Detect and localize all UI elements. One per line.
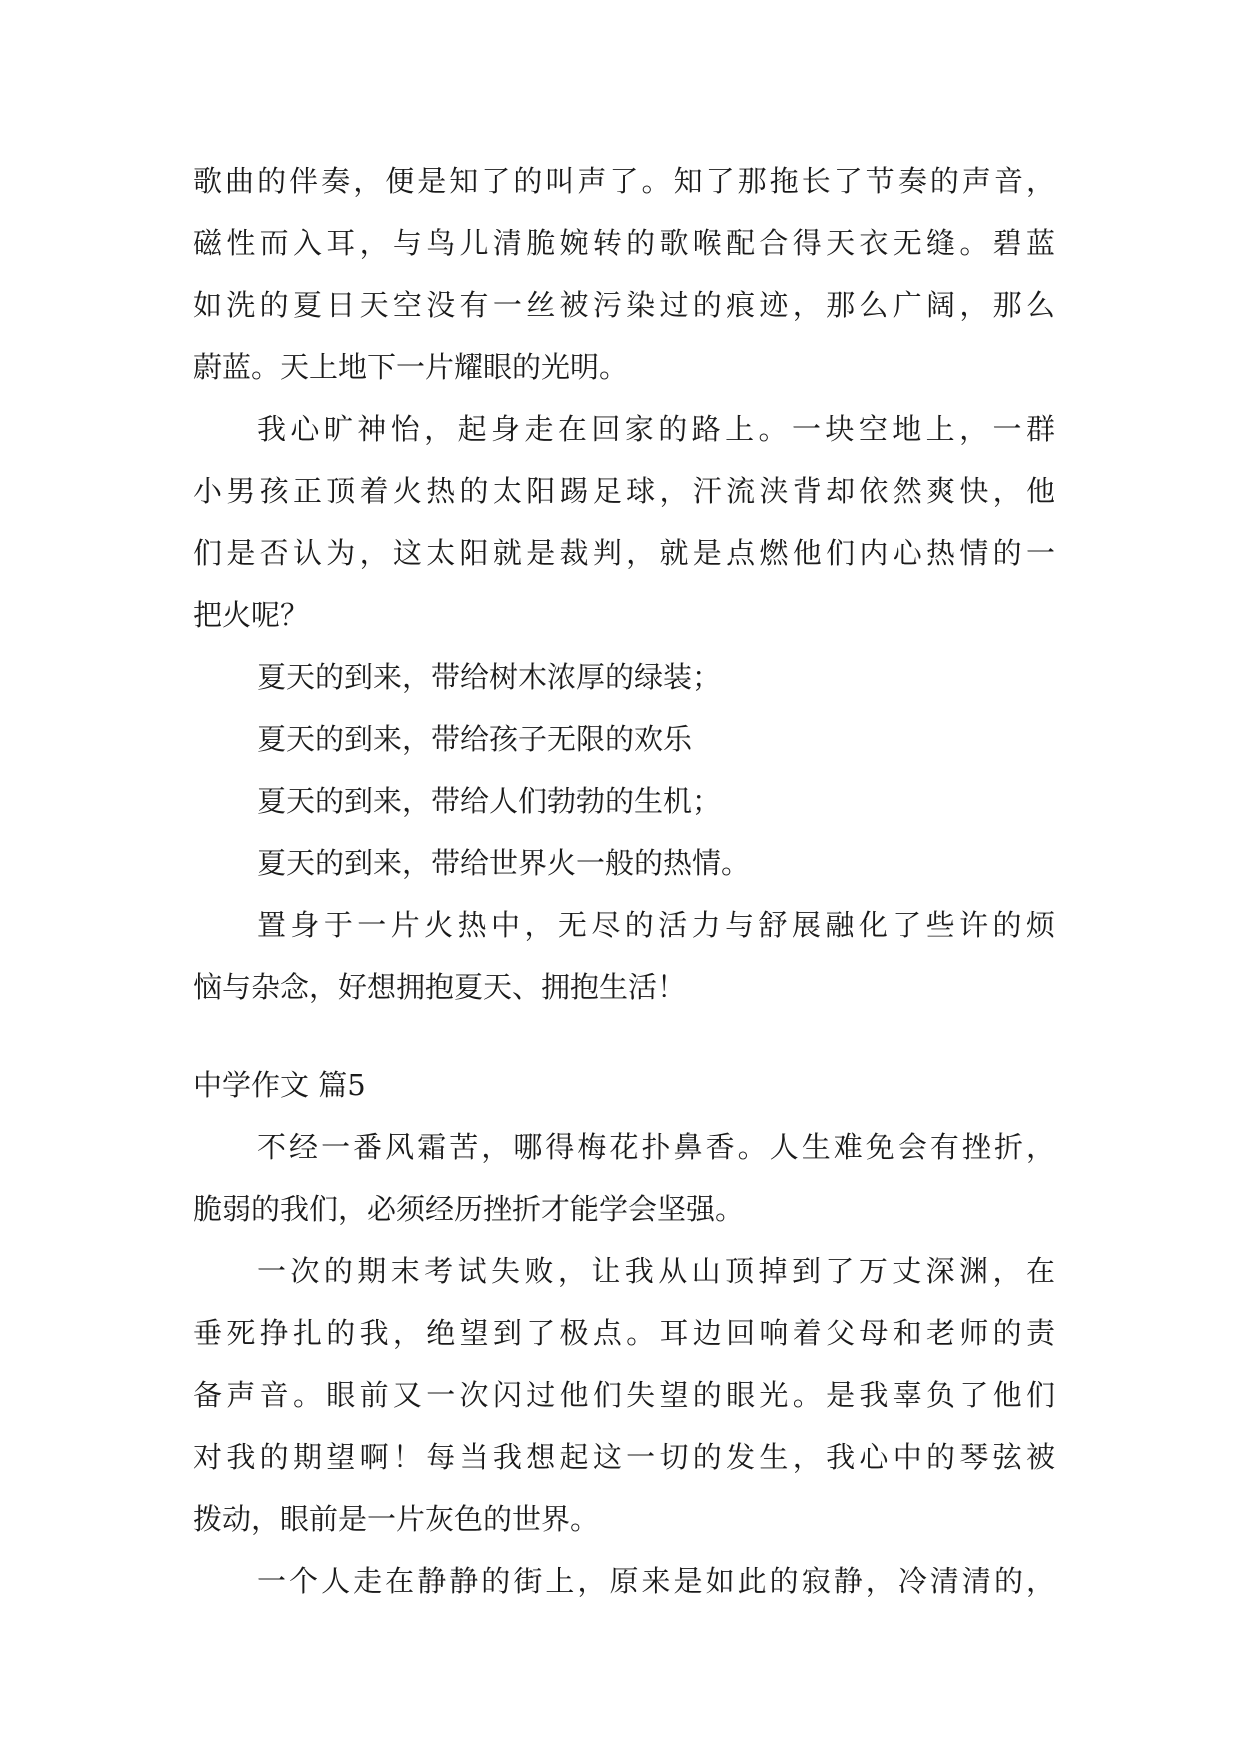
paragraph-line: 蔚蓝。天上地下一片耀眼的光明。 xyxy=(193,350,629,384)
paragraph-line: 们是否认为，这太阳就是裁判，就是点燃他们内心热情的一 xyxy=(193,536,1055,570)
paragraph xyxy=(193,646,1055,708)
paragraph-line: 一次的期末考试失败，让我从山顶掉到了万丈深渊，在 xyxy=(257,1254,1055,1288)
paragraph-line: 小男孩正顶着火热的太阳踢足球，汗流浃背却依然爽快，他 xyxy=(193,474,1055,508)
paragraph-line: 恼与杂念，好想拥抱夏天、拥抱生活！ xyxy=(193,970,687,1004)
paragraph xyxy=(193,708,1055,770)
paragraph-line: 备声音。眼前又一次闪过他们失望的眼光。是我辜负了他们 xyxy=(193,1378,1055,1412)
paragraph-line: 磁性而入耳，与鸟儿清脆婉转的歌喉配合得天衣无缝。碧蓝 xyxy=(193,226,1055,260)
paragraph xyxy=(193,150,1055,398)
essay-section-previous xyxy=(193,150,1055,1018)
paragraph-line: 垂死挣扎的我，绝望到了极点。耳边回响着父母和老师的责 xyxy=(193,1316,1055,1350)
paragraph-line: 把火呢？ xyxy=(193,598,310,632)
section-heading: 中学作文 篇5 xyxy=(193,1068,366,1102)
paragraph xyxy=(193,1116,1055,1240)
paragraph-line: 置身于一片火热中，无尽的活力与舒展融化了些许的烦 xyxy=(257,908,1055,942)
paragraph-line: 夏天的到来，带给孩子无限的欢乐 xyxy=(257,722,693,756)
paragraph xyxy=(193,770,1055,832)
paragraph-line: 夏天的到来，带给树木浓厚的绿装； xyxy=(257,660,722,694)
paragraph-line: 夏天的到来，带给人们勃勃的生机； xyxy=(257,784,722,818)
paragraph-line: 如洗的夏日天空没有一丝被污染过的痕迹，那么广阔，那么 xyxy=(193,288,1055,322)
paragraph xyxy=(193,1240,1055,1550)
section-spacer xyxy=(193,1018,1055,1054)
essay-section-5 xyxy=(193,1116,1055,1612)
paragraph-line: 脆弱的我们，必须经历挫折才能学会坚强。 xyxy=(193,1192,745,1226)
paragraph-line: 对我的期望啊！每当我想起这一切的发生，我心中的琴弦被 xyxy=(193,1440,1055,1474)
paragraph-line: 一个人走在静静的街上，原来是如此的寂静，冷清清的， xyxy=(257,1564,1055,1598)
paragraph-line: 我心旷神怡，起身走在回家的路上。一块空地上，一群 xyxy=(257,412,1055,446)
paragraph xyxy=(193,398,1055,646)
paragraph-line: 夏天的到来，带给世界火一般的热情。 xyxy=(257,846,751,880)
document-body xyxy=(193,150,1055,1612)
paragraph-line: 不经一番风霜苦，哪得梅花扑鼻香。人生难免会有挫折， xyxy=(257,1130,1055,1164)
paragraph-line: 拨动，眼前是一片灰色的世界。 xyxy=(193,1502,600,1536)
paragraph xyxy=(193,1550,1055,1612)
paragraph xyxy=(193,894,1055,1018)
paragraph xyxy=(193,832,1055,894)
paragraph-line: 歌曲的伴奏，便是知了的叫声了。知了那拖长了节奏的声音， xyxy=(193,164,1055,198)
